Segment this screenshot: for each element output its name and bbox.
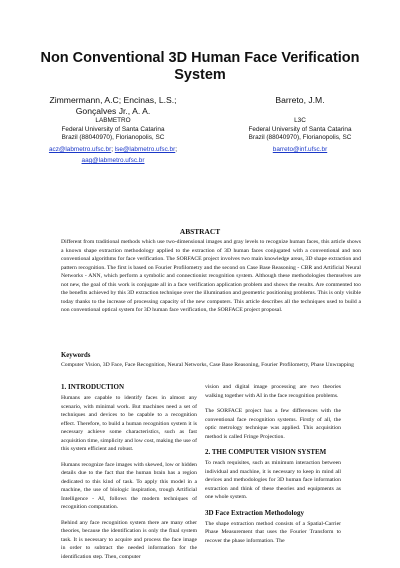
- author-names: Zimmermann, A.C; Encinas, L.S.;: [49, 95, 177, 105]
- keywords-heading: Keywords: [61, 352, 91, 359]
- abstract-text: Different from traditional methods which use two-dimensional images and gray levels to recognize human faces, this article shows a known shape extraction methodology applied to the extraction of 3D human faces conjugated with a conventional and non conventional algorithms for face verification. The SORFACE project involves two main knowledge areas, 3D shape extraction and pattern recognition. The first is based on Fourier Profilometry and the second on Case Base Reasoning - CBR and Artificial Neural Networks - ANN, which perform a symbolic and connectionist recognition system. Although these methodologies themselves are not new, the goal of this work is conjugate all in a face verification application problem and shows the results. Are commented too the benefits achieved by this 3D extraction technique over the illumination and geometric positioning problems. This is only visible today thanks to the increase of processing capacity of the new computers. This article describes all the techniques used to build a non conventional optical system for 3D human face verification, the SORFACE project proposal.: [61, 239, 361, 313]
- keywords-text: Computer Vision, 3D Face, Face Recognition, Neural Networks, Case Base Reasoning, Fourier Profilometry, Phase Unwrapping: [61, 362, 354, 368]
- author-address: Brazil (88040970), Florianopolis, SC: [248, 134, 352, 142]
- email-link[interactable]: lse@labmetro.ufsc.br: [114, 145, 176, 153]
- author-emails: acz@labmetro.ufsc.br; lse@labmetro.ufsc.br;: [48, 145, 178, 153]
- author-university: Federal University of Santa Catarina: [61, 125, 165, 133]
- author-emails: [225, 146, 375, 155]
- paragraph: The shape extraction method consists of a Spatial-Carrier Phase Measurement that uses the Fourier Transform to recover the phase information. The: [205, 520, 341, 544]
- author-block-2: [225, 95, 375, 154]
- author-emails: [38, 157, 188, 166]
- author-address: Brazil (88040970), Florianopolis, SC: [61, 134, 165, 142]
- author-block-1: [38, 95, 188, 166]
- section-heading: 2. THE COMPUTER VISION SYSTEM: [205, 448, 327, 456]
- section-heading: 1. INTRODUCTION: [61, 383, 125, 391]
- title-line-1: Non Conventional 3D Human Face Verification: [40, 50, 360, 66]
- paragraph: The SORFACE project has a few differences with the conventional face recognition systems. Firstly of all, the optic metrology technique was applied. This acquisition method is called Fringe Projection.: [205, 408, 341, 440]
- paragraph: Humans recognize face images with skewed, low or hidden details due to the fact that the human brain has a region dedicated to this kind of task. To apply this model in a machine, the use of biologic inspiration, trough Artificial Intelligence - AI, follows the modern techniques of recognition computation.: [61, 461, 197, 510]
- title-line-2: System: [174, 67, 226, 83]
- abstract-heading: ABSTRACT: [179, 227, 221, 236]
- paragraph: Behind any face recognition system there are many other theories, because the identification is only the final system task. It is necessary to acquire and process the face image in order to subtract the needed information for the identification step. Then, computer: [61, 519, 197, 560]
- author-lab: LABMETRO: [95, 117, 131, 124]
- author-lab: L3C: [294, 117, 306, 124]
- email-link[interactable]: aag@labmetro.ufsc.br: [81, 157, 145, 165]
- author-university: Federal University of Santa Catarina: [248, 125, 352, 133]
- left-column: [61, 383, 197, 568]
- paper-title: [40, 50, 360, 84]
- author-names: Barreto, J.M.: [275, 95, 325, 105]
- email-link[interactable]: barreto@inf.ufsc.br: [272, 145, 328, 153]
- paragraph: Humans are capable to identify faces in almost any scenario, with minimal work. But machines need a set of techniques and devices to be capable to a recognition effect. Therefore, to build a human recognition system it is necessary achieve some characteristics, such as fast acquisition time, simplicity and low cost, making the use of this system efficient and robust.: [61, 395, 197, 452]
- author-names: Gonçalves Jr., A. A.: [75, 106, 151, 116]
- right-column: [205, 383, 341, 552]
- paragraph: To reach requisites, such as minimum interaction between individual and machine, it is necessary to keep in mind all devices and methodologies for 3D human face information extraction and think of these theories and equipments as one whole system.: [205, 460, 341, 500]
- paragraph: vision and digital image processing are two theories walking together with AI in the face recognition problems.: [205, 384, 341, 399]
- email-link[interactable]: acz@labmetro.ufsc.br: [48, 145, 112, 153]
- subsection-heading: 3D Face Extraction Methodology: [205, 508, 304, 517]
